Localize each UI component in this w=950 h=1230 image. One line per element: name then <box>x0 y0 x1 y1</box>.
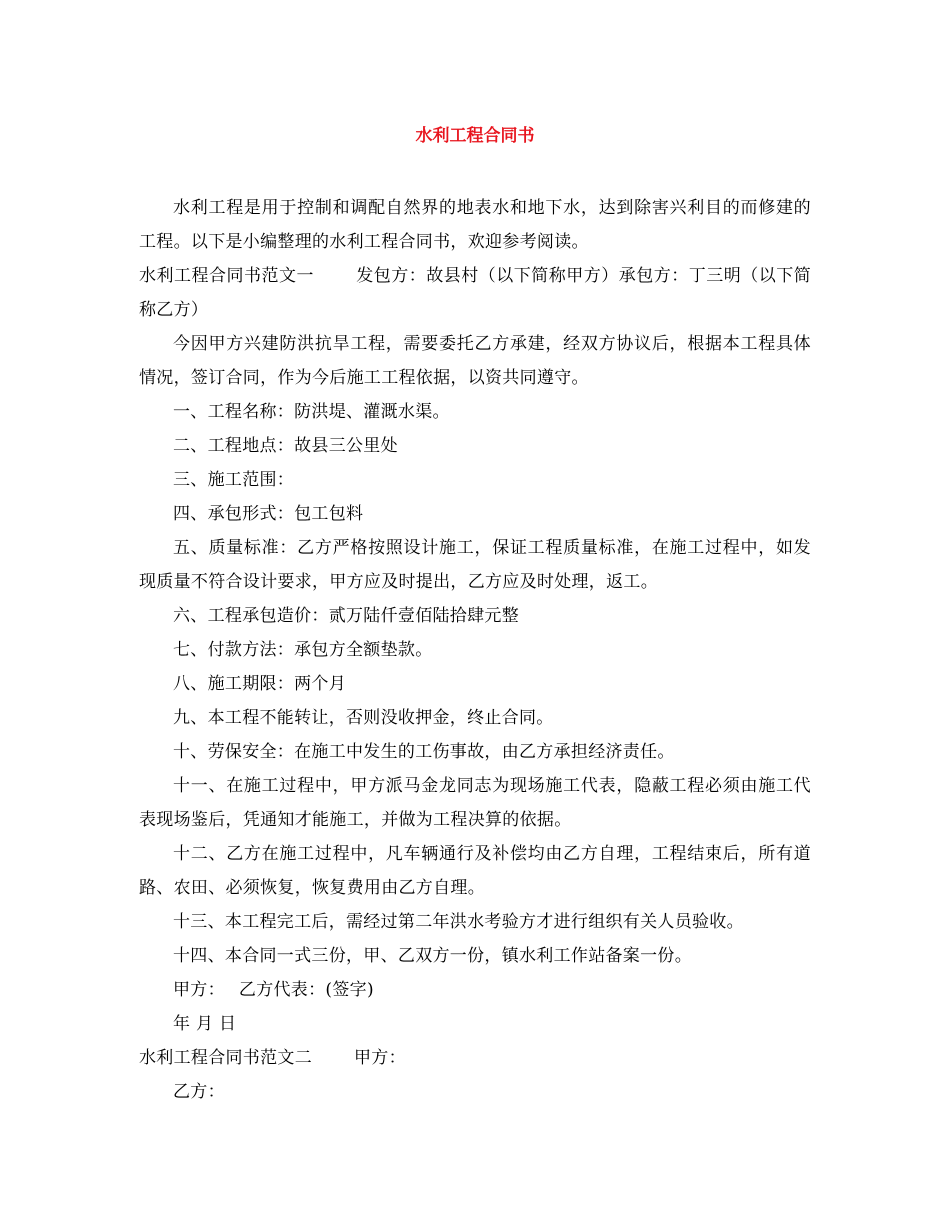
clause-3: 三、施工范围： <box>173 470 295 490</box>
sign-party-b: 乙方代表：(签字) <box>238 980 374 1000</box>
document-body <box>139 191 811 1109</box>
intro-paragraph: 水利工程是用于控制和调配自然界的地表水和地下水，达到除害兴利目的而修建的工程。以下是小编整理的水利工程合同书，欢迎参考阅读。 <box>139 198 811 252</box>
sample1-header-paragraph <box>139 259 811 327</box>
clause-6: 六、工程承包造价：贰万陆仟壹佰陆拾肆元整 <box>173 606 519 626</box>
clause-14: 十四、本合同一式三份，甲、乙双方一份，镇水利工作站备案一份。 <box>173 946 692 966</box>
document-title: 水利工程合同书 <box>415 126 535 146</box>
sign-party-a: 甲方： <box>173 980 225 1000</box>
preamble-paragraph: 今因甲方兴建防洪抗旱工程，需要委托乙方承建，经双方协议后，根据本工程具体情况，签订合同，作为今后施工工程依据，以资共同遵守。 <box>139 334 811 388</box>
sample2-header-paragraph <box>139 1041 811 1075</box>
sample1-parties: 发包方：故县村（以下简称甲方）承包方：丁三明（以下简称乙方） <box>139 266 811 320</box>
clause-2: 二、工程地点：故县三公里处 <box>173 436 398 456</box>
sample2-party-a: 甲方： <box>354 1048 406 1068</box>
sample2-party-b: 乙方： <box>173 1082 225 1102</box>
clause-8: 八、施工期限：两个月 <box>173 674 346 694</box>
date-line: 年 月 日 <box>173 1014 237 1034</box>
clause-12: 十二、乙方在施工过程中，凡车辆通行及补偿均由乙方自理，工程结束后，所有道路、农田、必须恢复，恢复费用由乙方自理。 <box>139 844 811 898</box>
clause-7: 七、付款方法：承包方全额垫款。 <box>173 640 433 660</box>
clause-1: 一、工程名称：防洪堤、灌溉水渠。 <box>173 402 450 422</box>
signature-line <box>139 973 811 1007</box>
clause-9: 九、本工程不能转让，否则没收押金，终止合同。 <box>173 708 554 728</box>
clause-13: 十三、本工程完工后，需经过第二年洪水考验方才进行组织有关人员验收。 <box>173 912 744 932</box>
sample2-heading: 水利工程合同书范文二 <box>139 1048 312 1068</box>
clause-11: 十一、在施工过程中，甲方派马金龙同志为现场施工代表，隐蔽工程必须由施工代表现场鉴后，凭通知才能施工，并做为工程决算的依据。 <box>139 776 811 830</box>
clause-5: 五、质量标准：乙方严格按照设计施工，保证工程质量标准，在施工过程中，如发现质量不符合设计要求，甲方应及时提出，乙方应及时处理，返工。 <box>139 538 811 592</box>
clause-4: 四、承包形式：包工包料 <box>173 504 364 524</box>
sample1-heading: 水利工程合同书范文一 <box>139 266 314 286</box>
clause-10: 十、劳保安全：在施工中发生的工伤事故，由乙方承担经济责任。 <box>173 742 675 762</box>
